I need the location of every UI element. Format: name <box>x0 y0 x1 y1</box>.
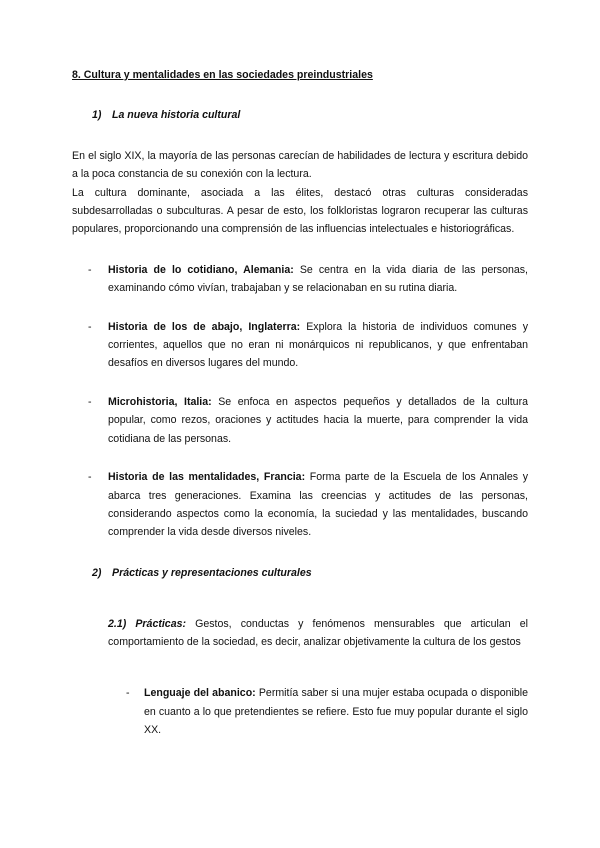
section-number: 1) <box>92 109 102 122</box>
bullet-dash: - <box>126 687 130 700</box>
history-types-list <box>72 261 528 542</box>
intro-paragraph-1: En el siglo XIX, la mayoría de las personas carecían de habilidades de lectura y escritura debido a la poca constancia de su conexión con la lectura. <box>72 149 528 181</box>
section-title: La nueva historia cultural <box>112 109 241 122</box>
subsection-text: Gestos, conductas y fenómenos mensurables que articulan el comportamiento de la sociedad, es decir, analizar objetivamente la cultura de los gestos <box>108 617 528 649</box>
list-item <box>72 318 528 373</box>
section-number: 2) <box>92 566 102 579</box>
bullet-dash: - <box>88 263 92 276</box>
bullet-dash: - <box>88 471 92 484</box>
subsection-practicas <box>72 615 528 652</box>
list-item-text: Permitía saber si una mujer estaba ocupada o disponible en cuanto a lo que pretendientes se refiere. Esto fue muy popular durante el siglo XX. <box>144 687 528 736</box>
list-item-term: Historia de lo cotidiano, Alemania: <box>108 263 294 276</box>
list-item-text: Explora la historia de individuos comunes y corrientes, aquellos que no eran ni monárquicos ni republicanos, y que enfrentaban desafíos en diversos lugares del mundo. <box>108 320 529 370</box>
list-item <box>72 468 528 542</box>
list-item-text: Se centra en la vida diaria de las personas, examinando cómo vivían, trabajaban y se relacionaban en su rutina diaria. <box>108 263 528 295</box>
practices-list <box>72 684 528 739</box>
bullet-dash: - <box>88 395 92 408</box>
list-item <box>72 393 528 448</box>
list-item-text: Se enfoca en aspectos pequeños y detallados de la cultura popular, como rezos, oraciones y actitudes hacia la muerte, para comprender la vida cotidiana de las personas. <box>108 395 528 445</box>
list-item-term: Microhistoria, Italia: <box>108 395 212 408</box>
list-item-text: Forma parte de la Escuela de los Annales y abarca tres generaciones. Examina las creencias y actitudes de las personas, considerando aspectos como la economía, la suciedad y las mentalidades, buscando comprender la vida desde diversos niveles. <box>108 471 528 539</box>
subsection-term: 2.1) Prácticas: <box>108 617 187 630</box>
bullet-dash: - <box>88 320 92 333</box>
list-item-term: Historia de las mentalidades, Francia: <box>108 471 306 484</box>
list-item-term: Lenguaje del abanico: <box>144 687 256 700</box>
list-item <box>72 684 528 739</box>
section-heading-2 <box>72 564 528 582</box>
list-item-term: Historia de los de abajo, Inglaterra: <box>108 320 301 333</box>
section-heading-1 <box>72 106 528 124</box>
intro-paragraph-2: La cultura dominante, asociada a las élites, destacó otras culturas consideradas subdesarrolladas o subculturas. A pesar de esto, los folkloristas lograron recuperar las culturas populares, proporcionando una comprensión de las influencias intelectuales e historiográficas. <box>72 186 528 236</box>
section-title: Prácticas y representaciones culturales <box>112 566 312 579</box>
document-page <box>72 66 528 739</box>
document-heading: 8. Cultura y mentalidades en las sociedades preindustriales <box>72 69 373 81</box>
list-item <box>72 261 528 298</box>
